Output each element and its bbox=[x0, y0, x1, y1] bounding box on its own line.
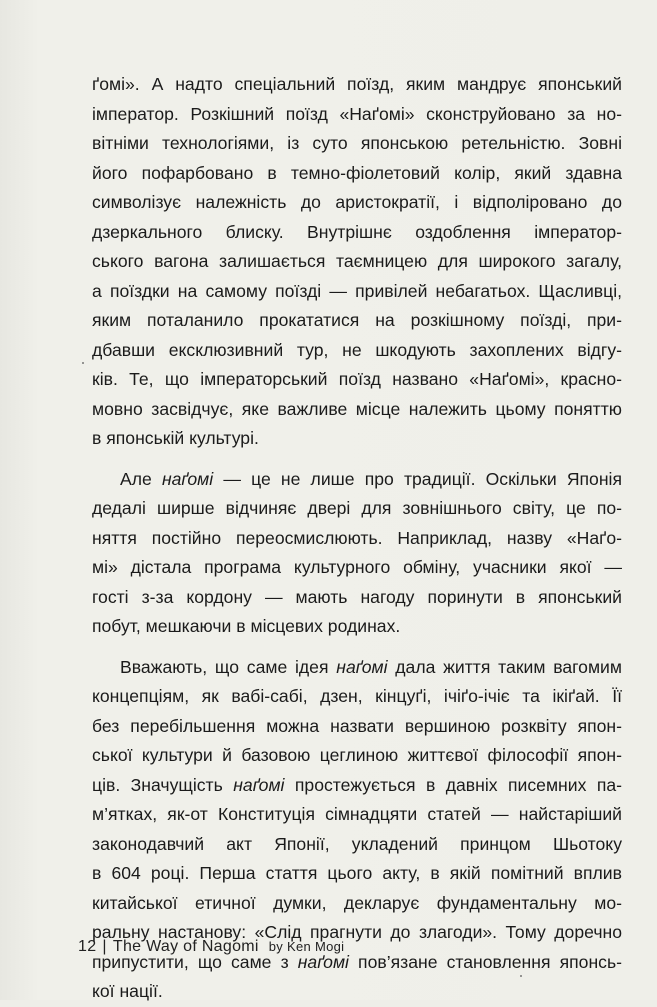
text-run: а поїздки на самому поїзді — привілей небагатьох. Щасливці, bbox=[92, 280, 622, 301]
text-line bbox=[92, 583, 622, 613]
text-run: дзеркального блиску. Внутрішнє оздоблення імператор- bbox=[92, 221, 622, 242]
text-run: його пофарбовано в темно-фіолетовий колір, який здавна bbox=[92, 162, 622, 183]
italic-term: наґомі bbox=[336, 656, 388, 677]
paragraph bbox=[92, 70, 622, 454]
text-line bbox=[92, 494, 622, 524]
text-run: мовно засвідчує, яке важливе місце належить цьому поняттю bbox=[92, 398, 622, 419]
text-line bbox=[92, 859, 622, 889]
text-run: гості з-за кордону — мають нагоду поринути в японський bbox=[92, 586, 622, 607]
text-run: Вважають, що саме ідея bbox=[120, 656, 337, 677]
text-line bbox=[92, 218, 622, 248]
text-line bbox=[92, 465, 622, 495]
text-line bbox=[92, 771, 622, 801]
text-run: ральну настанову: «Слід прагнути до злагоди». Тому доречно bbox=[92, 922, 622, 942]
text-line bbox=[92, 424, 622, 454]
text-line bbox=[92, 306, 622, 336]
text-line bbox=[92, 365, 622, 395]
italic-term: наґомі bbox=[161, 468, 214, 489]
paragraph bbox=[92, 465, 622, 642]
page-number: 12 bbox=[78, 938, 97, 955]
text-line bbox=[92, 247, 622, 277]
text-line bbox=[92, 336, 622, 366]
paper-speck bbox=[82, 362, 84, 364]
text-run: без перебільшення можна назвати вершиною розквіту япон- bbox=[92, 715, 622, 736]
text-run: простежується в давніх писемних па- bbox=[284, 774, 623, 795]
text-run: ґомі». А надто спеціальний поїзд, яким мандрує японський bbox=[92, 74, 622, 94]
text-line bbox=[92, 70, 622, 100]
text-line bbox=[92, 129, 622, 159]
text-line bbox=[92, 800, 622, 830]
text-run: пов’язане становлення японсь- bbox=[348, 951, 622, 972]
paragraph-gap bbox=[92, 642, 622, 653]
text-line bbox=[92, 395, 622, 425]
text-line bbox=[92, 682, 622, 712]
text-run: ської культури й базовою цеглиною життєвої філософії япон- bbox=[92, 745, 622, 765]
text-line bbox=[92, 188, 622, 218]
text-run: — це не лише про традиції. Оскільки Японія bbox=[213, 468, 622, 489]
text-run: ців. Значущість bbox=[92, 774, 234, 795]
text-line bbox=[92, 100, 622, 130]
text-run: символізує належність до аристократії, і відполіровано до bbox=[92, 192, 622, 212]
italic-term: наґомі bbox=[233, 774, 285, 795]
text-run: дедалі ширше відчиняє двері для зовнішнього світу, це по- bbox=[92, 498, 622, 518]
text-run: дбавши ексклюзивний тур, не шкодують захоплених відгу- bbox=[92, 339, 622, 360]
text-line bbox=[92, 977, 622, 1007]
text-line bbox=[92, 277, 622, 307]
text-run: ків. Те, що імператорський поїзд названо «Наґомі», красно- bbox=[92, 369, 622, 389]
text-run: концепціям, як вабі-сабі, дзен, кінцуґі, ічіґо-ічіє та ікіґай. Її bbox=[92, 686, 622, 706]
text-run: м’ятках, як-от Конституція сімнадцяти статей — найстаріший bbox=[92, 804, 622, 824]
text-run: ського вагона залишається таємницею для широкого загалу, bbox=[92, 251, 622, 271]
text-run: китайської етичної думки, декларує фундаментальну мо- bbox=[92, 892, 622, 913]
text-run: припустити, що саме з bbox=[92, 951, 298, 972]
text-line bbox=[92, 830, 622, 860]
text-line bbox=[92, 653, 622, 683]
author-byline: by Ken Mogi bbox=[268, 939, 345, 954]
text-run: в 604 році. Перша стаття цього акту, в якій помітний вплив bbox=[92, 863, 622, 883]
text-run: Але bbox=[120, 468, 162, 489]
text-run: яким поталанило прокататися на розкішному поїзді, при- bbox=[92, 310, 622, 330]
text-line bbox=[92, 524, 622, 554]
text-run: законодавчий акт Японії, укладений принцом Шьотоку bbox=[92, 833, 622, 854]
text-run: в японській культурі. bbox=[92, 428, 259, 448]
book-title: The Way of Nagomi bbox=[112, 938, 259, 955]
text-line bbox=[92, 553, 622, 583]
text-run: мі» дістала програма культурного обміну, учасники якої — bbox=[92, 557, 622, 577]
paragraph-gap bbox=[92, 454, 622, 465]
text-line bbox=[92, 712, 622, 742]
text-line bbox=[92, 741, 622, 771]
text-run: кої нації. bbox=[92, 981, 163, 1001]
text-line bbox=[92, 889, 622, 919]
text-run: няття постійно переосмислюють. Наприклад, назву «Наґо- bbox=[92, 527, 622, 548]
paper-speck bbox=[520, 975, 522, 977]
italic-term: наґомі bbox=[297, 951, 349, 972]
footer-separator: | bbox=[102, 938, 107, 955]
text-run: вітніми технологіями, із суто японською ретельністю. Зовні bbox=[92, 133, 622, 153]
text-line bbox=[92, 612, 622, 642]
text-run: дала життя таким вагомим bbox=[387, 656, 622, 677]
body-text bbox=[92, 70, 622, 1007]
text-run: побут, мешкаючи в місцевих родинах. bbox=[92, 616, 401, 636]
text-run: імператор. Розкішний поїзд «Наґомі» сконструйовано за но- bbox=[92, 103, 622, 124]
text-line bbox=[92, 159, 622, 189]
running-footer bbox=[78, 938, 344, 956]
